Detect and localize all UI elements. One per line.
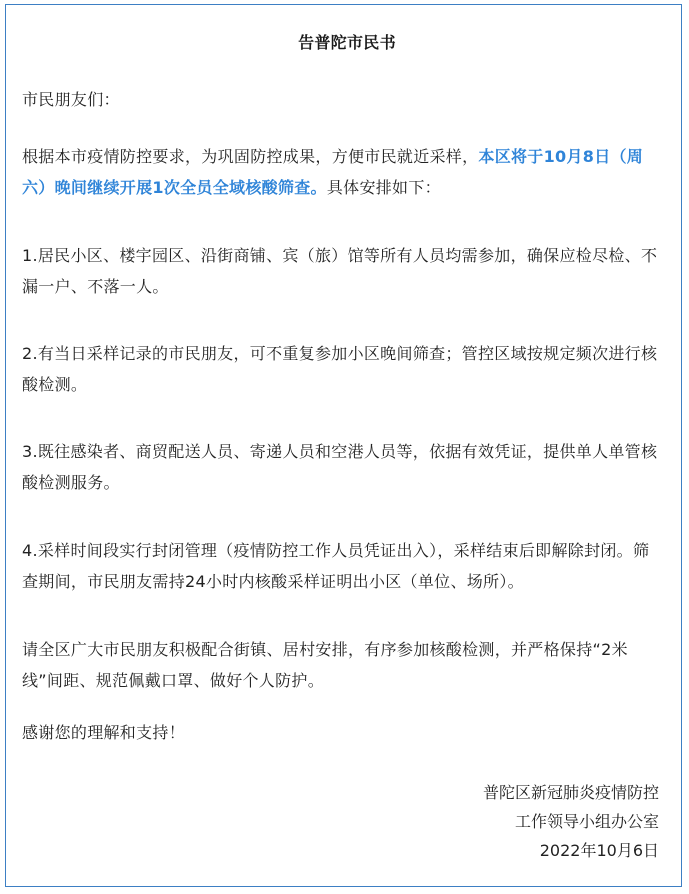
signature-block [483,778,659,865]
intro-paragraph [22,141,664,203]
signature-line-1: 普陀区新冠肺炎疫情防控 [482,783,659,802]
list-item: 4.采样时间段实行封闭管理（疫情防控工作人员凭证出入），采样结束后即解除封闭。筛查期间，市民朋友需持24小时内核酸采样证明出小区（单位、场所）。 [22,541,650,591]
intro-text-after: 具体安排如下： [326,178,441,197]
intro-text: 根据本市疫情防控要求，为巩固防控成果，方便市民就近采样， [22,147,479,166]
intro-highlight: 本区将于10月8日（周六）晚间继续开展1次全员全域核酸筛查。 [22,147,644,197]
list-item: 3.既往感染者、商贸配送人员、寄递人员和空港人员等，依据有效凭证，提供单人单管核酸检测服务。 [22,442,658,492]
signature-date: 2022年10月6日 [539,841,659,860]
appeal-paragraph: 请全区广大市民朋友积极配合街镇、居村安排，有序参加核酸检测，并严格保持“2米线”间距、规范佩戴口罩、做好个人防护。 [22,640,628,690]
signature-line-2: 工作领导小组办公室 [514,812,659,831]
list-item: 1.居民小区、楼宇园区、沿街商铺、宾（旅）馆等所有人员均需参加，确保应检尽检、不漏一户、不落一人。 [22,246,658,296]
page-title: 告普陀市民书 [298,33,396,52]
list-item: 2.有当日采样记录的市民朋友，可不重复参加小区晚间筛查；管控区域按规定频次进行核酸检测。 [22,344,658,394]
thanks-text: 感谢您的理解和支持！ [22,723,186,742]
salutation: 市民朋友们： [22,90,120,109]
